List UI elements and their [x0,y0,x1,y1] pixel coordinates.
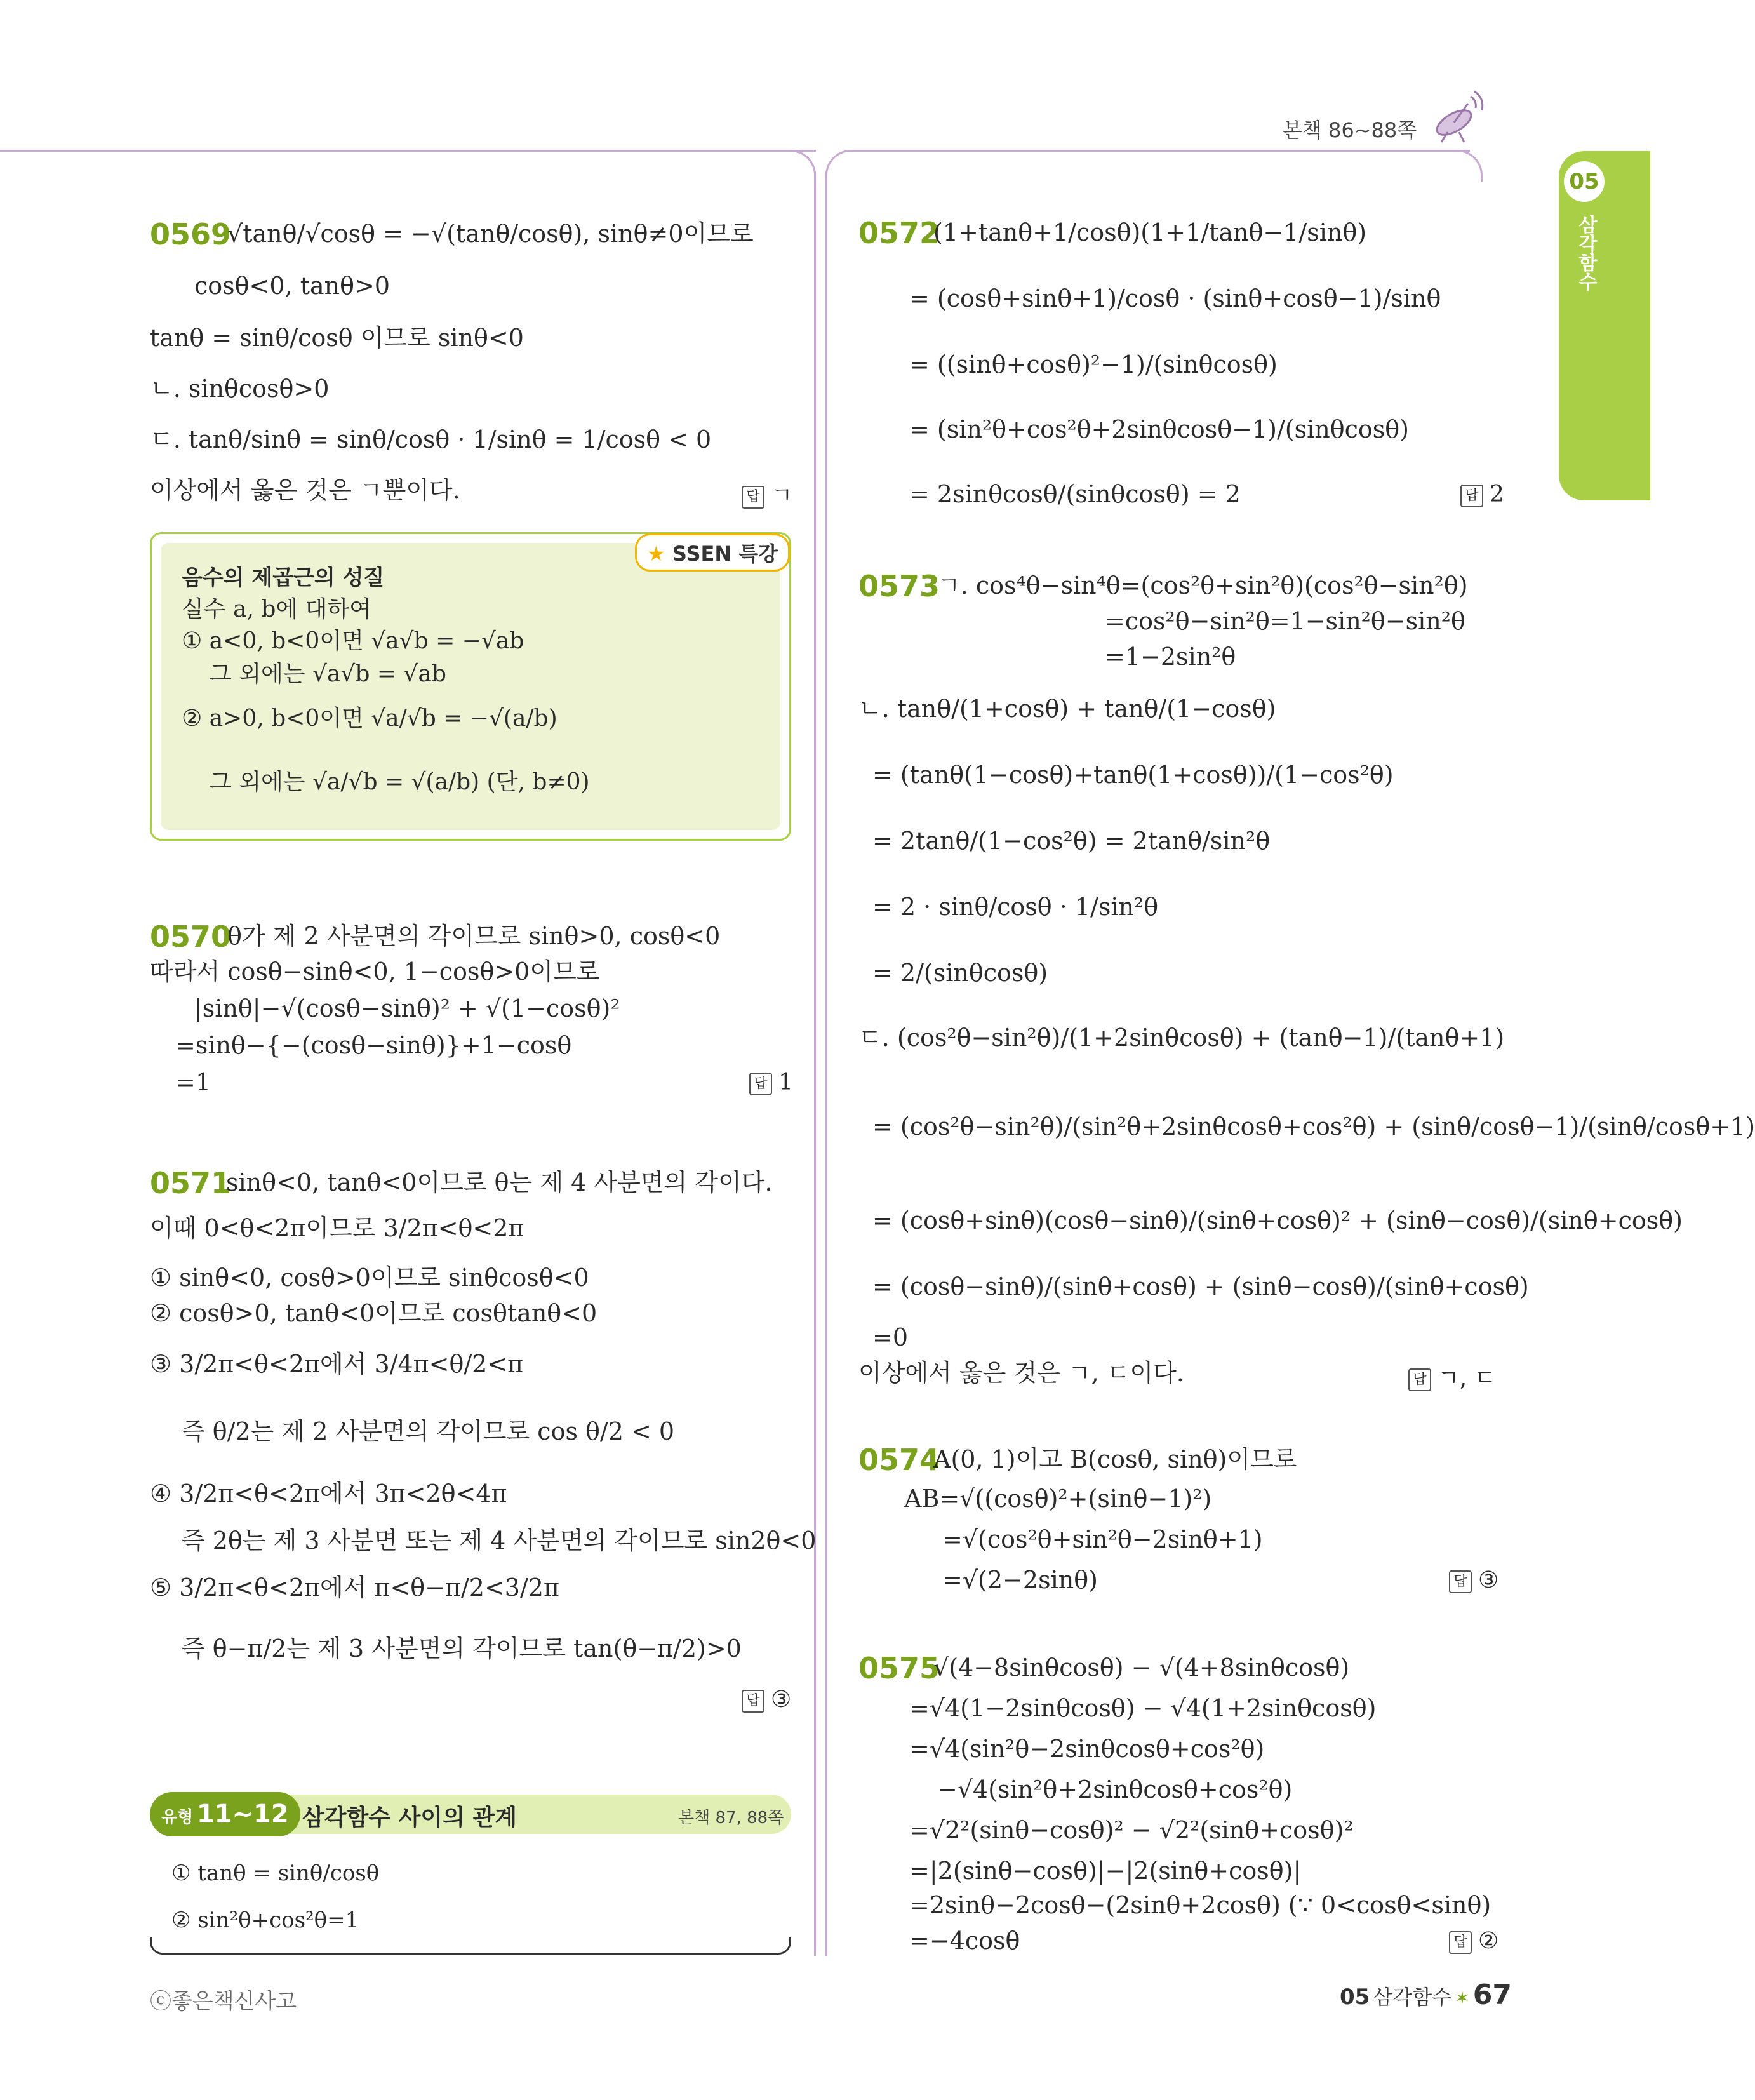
ssen-box-line2: ① a<0, b<0이면 √a√b = −√ab [182,628,524,654]
p0571-line8: 즉 2θ는 제 3 사분면 또는 제 4 사분면의 각이므로 sin2θ<0 [182,1527,817,1555]
answer-0573 [1408,1360,1496,1393]
p0572-line5: = 2sinθcosθ/(sinθcosθ) = 2 [909,480,1241,508]
answer-icon: 답 [1408,1368,1431,1391]
p0573-line14: 이상에서 옳은 것은 ㄱ, ㄷ이다. [858,1359,1184,1387]
p0574-line2: AB=√((cosθ)²+(sinθ−1)²) [904,1485,1212,1513]
type-item1: ① tanθ = sinθ/cosθ [171,1861,380,1886]
type-badge-range: 11~12 [196,1800,289,1829]
p0572-line2: = (cosθ+sinθ+1)/cosθ · (sinθ+cosθ−1)/sinθ [909,284,1441,312]
problem-number-0571: 0571 [150,1166,232,1200]
p0572-line3: = ((sinθ+cosθ)²−1)/(sinθcosθ) [909,351,1278,378]
p0573-line2: =cos²θ−sin²θ=1−sin²θ−sin²θ [1105,607,1465,635]
answer-value: ③ [1478,1567,1499,1593]
ssen-box-line5: 그 외에는 √a/√b = √(a/b) (단, b≠0) [210,769,590,795]
ssen-box-line3: 그 외에는 √a√b = √ab [210,661,446,687]
problem-number-0574: 0574 [858,1443,940,1477]
answer-value: ② [1478,1928,1499,1954]
ssen-badge [635,533,790,572]
p0574-line1: A(0, 1)이고 B(cosθ, sinθ)이므로 [933,1445,1297,1473]
p0575-line3: =√4(sin²θ−2sinθcosθ+cos²θ) [909,1735,1265,1763]
footer-chapter-number: 05 [1340,1984,1370,2010]
p0569-line4: ㄴ. sinθcosθ>0 [150,375,330,403]
answer-0570 [749,1069,793,1095]
problem-number-0569: 0569 [150,217,232,251]
answer-0571 [742,1687,791,1713]
answer-value: 1 [778,1069,793,1095]
p0573-line1: ㄱ. cos⁴θ−sin⁴θ=(cos²θ+sin²θ)(cos²θ−sin²θ) [937,572,1468,599]
header-page-ref: 본책 86~88쪽 [1283,118,1417,142]
problem-number-0572: 0572 [858,216,940,250]
top-frame-line-right [848,150,1470,152]
p0570-line2: 따라서 cosθ−sinθ<0, 1−cosθ>0이므로 [150,958,600,986]
p0575-line1: √(4−8sinθcosθ) − √(4+8sinθcosθ) [933,1654,1350,1682]
right-frame-corner-end [1457,150,1483,182]
column-divider-left [814,171,816,1956]
type-box-bottom-line [150,1937,791,1955]
p0571-line7: ④ 3/2π<θ<2π에서 3π<2θ<4π [150,1480,507,1508]
p0575-line4: −√4(sin²θ+2sinθcosθ+cos²θ) [937,1776,1293,1803]
p0569-line6: 이상에서 옳은 것은 ㄱ뿐이다. [150,476,460,504]
p0571-line9: ⑤ 3/2π<θ<2π에서 π<θ−π/2<3/2π [150,1574,559,1602]
p0573-line3: =1−2sin²θ [1105,643,1236,671]
p0572-line1: (1+tanθ+1/cosθ)(1+1/tanθ−1/sinθ) [933,218,1367,246]
answer-icon: 답 [742,486,764,509]
answer-icon: 답 [1460,485,1483,507]
answer-icon: 답 [1449,1931,1472,1954]
answer-0569 [742,478,793,510]
problem-number-0573: 0573 [858,569,940,603]
p0569-line3: tanθ = sinθ/cosθ 이므로 sinθ<0 [150,324,524,352]
left-frame-corner [791,150,816,175]
top-frame-line [0,150,816,152]
p0573-line6: = 2tanθ/(1−cos²θ) = 2tanθ/sin²θ [872,827,1271,855]
column-divider-right [825,171,827,1956]
p0573-line11: = (cosθ+sinθ)(cosθ−sinθ)/(sinθ+cosθ)² + (sinθ−cosθ)/(sinθ+cosθ) [872,1207,1683,1234]
answer-0572 [1460,481,1504,507]
ssen-box-line1: 실수 a, b에 대하여 [182,596,371,622]
p0573-line12: = (cosθ−sinθ)/(sinθ+cosθ) + (sinθ−cosθ)/(sinθ+cosθ) [872,1273,1529,1301]
p0573-line5: = (tanθ(1−cosθ)+tanθ(1+cosθ))/(1−cos²θ) [872,761,1394,789]
p0571-line5: ③ 3/2π<θ<2π에서 3/4π<θ/2<π [150,1350,524,1378]
footer-star-icon: ✶ [1455,1988,1470,2009]
type-item2: ② sin²θ+cos²θ=1 [171,1908,359,1933]
footer-page-number: 67 [1472,1979,1512,2011]
p0571-line4: ② cosθ>0, tanθ<0이므로 cosθtanθ<0 [150,1299,597,1327]
ssen-badge-label: SSEN 특강 [672,542,778,566]
p0571-line2: 이때 0<θ<2π이므로 3/2π<θ<2π [150,1214,524,1242]
answer-icon: 답 [742,1690,764,1713]
p0575-line7: =2sinθ−2cosθ−(2sinθ+2cosθ) (∵ 0<cosθ<sinθ) [909,1891,1491,1919]
problem-number-0575: 0575 [858,1651,940,1685]
ssen-box-title: 음수의 제곱근의 성질 [182,565,385,591]
chapter-side-tab [1559,151,1650,500]
p0575-line8: =−4cosθ [909,1927,1020,1955]
answer-0575 [1449,1928,1498,1954]
p0570-line1: θ가 제 2 사분면의 각이므로 sinθ>0, cosθ<0 [227,922,721,950]
p0573-line13: =0 [872,1323,909,1351]
chapter-tab-number: 05 [1564,161,1605,202]
p0570-line3: |sinθ|−√(cosθ−sinθ)² + √(1−cosθ)² [194,994,620,1022]
problem-number-0570: 0570 [150,920,232,954]
p0574-line3: =√(cos²θ+sin²θ−2sinθ+1) [942,1525,1263,1553]
p0573-line7: = 2 · sinθ/cosθ · 1/sin²θ [872,893,1159,921]
p0575-line2: =√4(1−2sinθcosθ) − √4(1+2sinθcosθ) [909,1694,1377,1722]
p0569-line1: √tanθ/√cosθ = −√(tanθ/cosθ), sinθ≠0이므로 [227,220,754,248]
p0570-line5: =1 [175,1068,211,1096]
p0575-line5: =√2²(sinθ−cosθ)² − √2²(sinθ+cosθ)² [909,1816,1354,1844]
footer-publisher: ⓒ좋은책신사고 [150,1989,297,2014]
footer-chapter-title: 삼각함수 [1373,1985,1452,2009]
p0571-line3: ① sinθ<0, cosθ>0이므로 sinθcosθ<0 [150,1264,589,1292]
p0571-line1: sinθ<0, tanθ<0이므로 θ는 제 4 사분면의 각이다. [226,1168,773,1196]
star-icon: ★ [647,542,665,566]
p0570-line4: =sinθ−{−(cosθ−sinθ)}+1−cosθ [175,1031,572,1059]
answer-icon: 답 [1449,1570,1472,1593]
type-badge-label: 유형 [161,1808,194,1827]
answer-value: ㄱ, ㄷ [1438,1365,1497,1391]
p0575-line6: =|2(sinθ−cosθ)|−|2(sinθ+cosθ)| [909,1857,1302,1885]
type-ref: 본책 87, 88쪽 [678,1809,784,1828]
ssen-box-line4: ② a>0, b<0이면 √a/√b = −√(a/b) [182,706,557,732]
answer-value: ㄱ [771,483,793,509]
p0573-line8: = 2/(sinθcosθ) [872,959,1048,987]
answer-icon: 답 [749,1073,772,1095]
p0571-line6: 즉 θ/2는 제 2 사분면의 각이므로 cos θ/2 < 0 [182,1417,675,1445]
type-title: 삼각함수 사이의 관계 [302,1805,517,1831]
p0573-line9: ㄷ. (cos²θ−sin²θ)/(1+2sinθcosθ) + (tanθ−1)/(tanθ+1) [858,1024,1505,1052]
answer-0574 [1449,1567,1498,1593]
p0569-line2: cosθ<0, tanθ>0 [194,272,390,300]
p0569-line5: ㄷ. tanθ/sinθ = sinθ/cosθ · 1/sinθ = 1/cosθ < 0 [150,425,712,453]
answer-value: ③ [771,1687,792,1713]
p0571-line10: 즉 θ−π/2는 제 3 사분면의 각이므로 tan(θ−π/2)>0 [182,1635,742,1662]
p0574-line4: =√(2−2sinθ) [942,1566,1098,1594]
p0572-line4: = (sin²θ+cos²θ+2sinθcosθ−1)/(sinθcosθ) [909,415,1409,443]
satellite-dish-icon [1429,88,1486,147]
right-frame-corner [825,150,851,175]
type-badge [150,1792,300,1836]
chapter-tab-label: 삼각함수 [1575,215,1597,291]
answer-value: 2 [1490,481,1504,507]
footer-page-info [1340,1979,1512,2011]
p0573-line4: ㄴ. tanθ/(1+cosθ) + tanθ/(1−cosθ) [858,695,1276,723]
p0573-line10: = (cos²θ−sin²θ)/(sin²θ+2sinθcosθ+cos²θ) + (sinθ/cosθ−1)/(sinθ/cosθ+1) [872,1113,1755,1140]
